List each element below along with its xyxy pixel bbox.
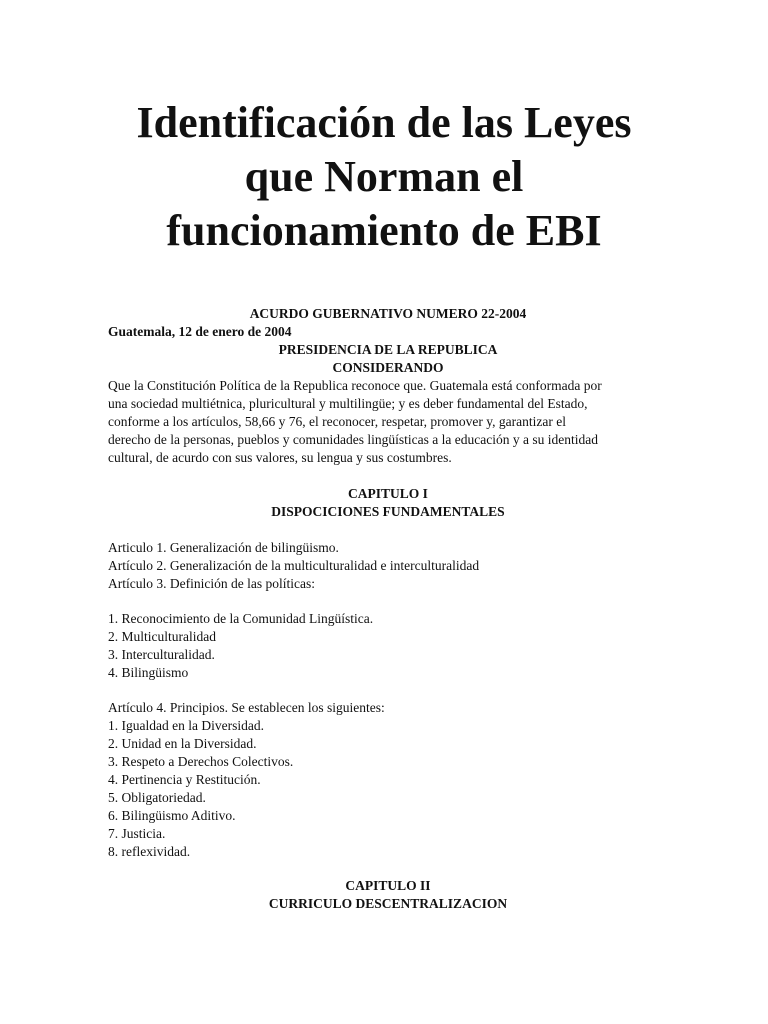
paragraph-line: cultural, de acurdo con sus valores, su lengua y sus costumbres.: [108, 450, 452, 465]
title-line-2: que Norman el: [244, 152, 524, 201]
articulo-item: Articulo 1. Generalización de bilingüismo.: [108, 540, 339, 555]
capitulo-2-heading-block: [108, 877, 668, 913]
considerando-heading: CONSIDERANDO: [332, 360, 444, 375]
capitulo-1-subheading: DISPOCICIONES FUNDAMENTALES: [271, 504, 505, 519]
politica-item: 4. Bilingüismo: [108, 665, 189, 680]
paragraph-line: derecho de la personas, pueblos y comunidades lingüísticas a la educación y a su identidad: [108, 432, 598, 447]
paragraph-line: una sociedad multiétnica, pluricultural y multilingüe; y es deber fundamental del Estado,: [108, 396, 588, 411]
principio-item: 6. Bilingüismo Aditivo.: [108, 808, 236, 823]
principio-item: 2. Unidad en la Diversidad.: [108, 736, 257, 751]
politica-item: 1. Reconocimiento de la Comunidad Lingüística.: [108, 611, 374, 626]
title-line-3: funcionamiento de EBI: [166, 206, 602, 255]
articulo-item: Artículo 3. Definición de las políticas:: [108, 576, 315, 591]
principio-item: 4. Pertinencia y Restitución.: [108, 772, 261, 787]
considerando-paragraph: [108, 377, 668, 467]
capitulo-1-heading: CAPITULO I: [348, 486, 428, 501]
politicas-list: [108, 610, 668, 682]
principio-item: 3. Respeto a Derechos Colectivos.: [108, 754, 294, 769]
articulos-list: [108, 539, 668, 593]
principio-item: 8. reflexividad.: [108, 844, 191, 859]
header-block: [108, 305, 668, 377]
capitulo-1-heading-block: [108, 485, 668, 521]
principios-block: [108, 699, 668, 861]
acuerdo-heading: ACURDO GUBERNATIVO NUMERO 22-2004: [249, 306, 527, 321]
principio-item: 5. Obligatoriedad.: [108, 790, 206, 805]
document-title: [0, 96, 768, 258]
politica-item: 3. Interculturalidad.: [108, 647, 215, 662]
principio-item: 1. Igualdad en la Diversidad.: [108, 718, 264, 733]
fecha: Guatemala, 12 de enero de 2004: [108, 324, 292, 339]
paragraph-line: Que la Constitución Política de la Republica reconoce que. Guatemala está conformada por: [108, 378, 602, 393]
paragraph-line: conforme a los artículos, 58,66 y 76, el reconocer, respetar, promover y, garantizar el: [108, 414, 566, 429]
capitulo-2-heading: CAPITULO II: [345, 878, 431, 893]
capitulo-2-subheading: CURRICULO DESCENTRALIZACION: [268, 896, 508, 911]
articulo-item: Artículo 2. Generalización de la multiculturalidad e interculturalidad: [108, 558, 480, 573]
presidencia-heading: PRESIDENCIA DE LA REPUBLICA: [278, 342, 498, 357]
articulo-4: Artículo 4. Principios. Se establecen los siguientes:: [108, 700, 385, 715]
politica-item: 2. Multiculturalidad: [108, 629, 216, 644]
principio-item: 7. Justicia.: [108, 826, 166, 841]
title-line-1: Identificación de las Leyes: [136, 98, 632, 147]
